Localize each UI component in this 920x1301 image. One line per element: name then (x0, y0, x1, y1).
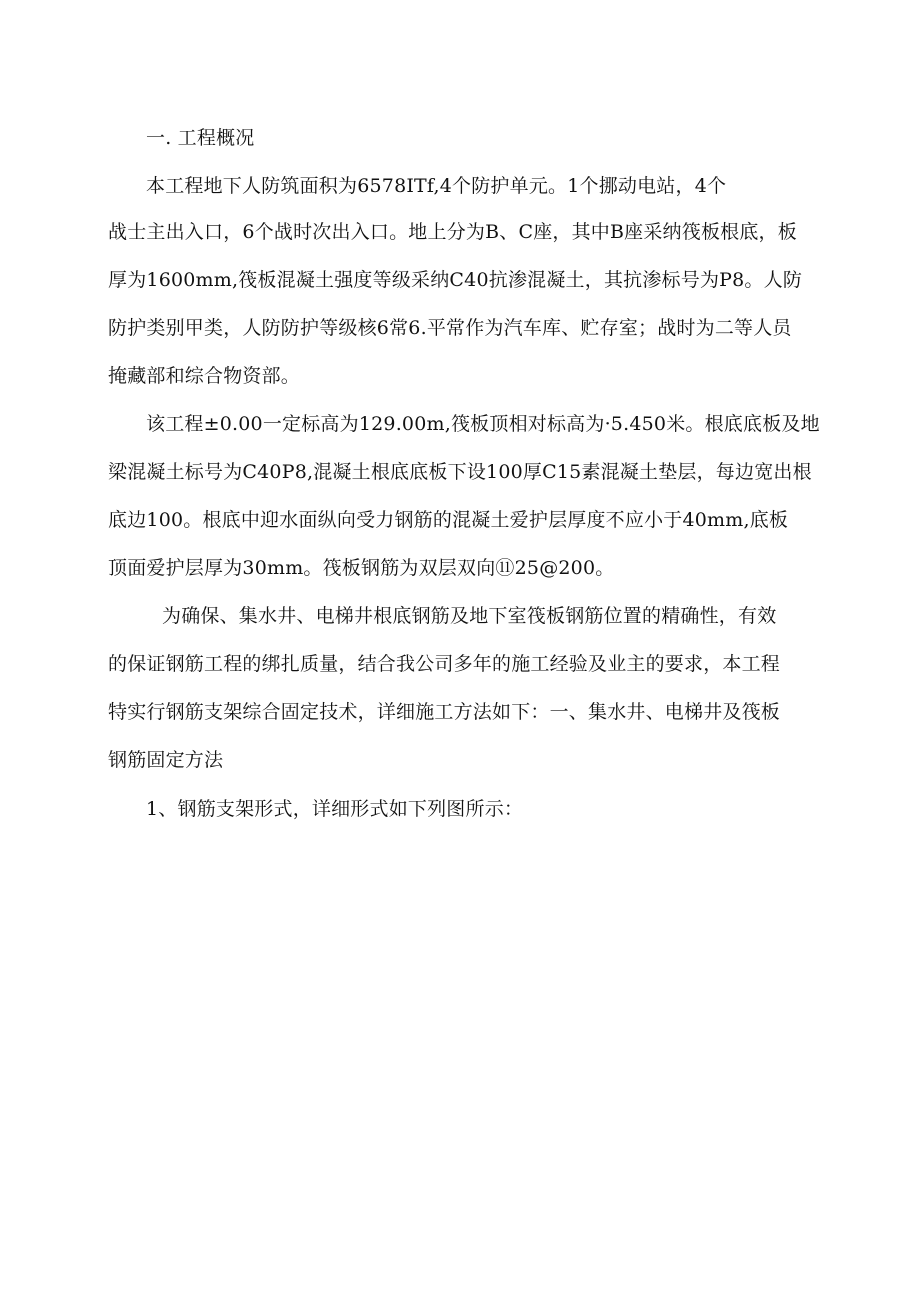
paragraph-1-line-5: 掩藏部和综合物资部。 (108, 365, 301, 387)
paragraph-1-line-3: 厚为1600mm,筏板混凝土强度等级采纳C40抗渗混凝土，其抗渗标号为P8。人防 (108, 269, 803, 291)
paragraph-2-line-3: 底边100。根底中迎水面纵向受力钢筋的混凝土爱护层厚度不应小于40mm,底板 (108, 509, 789, 531)
paragraph-2-line-1: 该工程±0.00一定标高为129.00m,筏板顶相对标高为·5.450米。根底底板及地 (146, 413, 820, 435)
section-heading: 一. 工程概况 (146, 127, 255, 149)
paragraph-3-line-4: 钢筋固定方法 (108, 749, 224, 771)
paragraph-2-line-2: 梁混凝土标号为C40P8,混凝土根底底板下设100厚C15素混凝土垫层，每边宽出根 (108, 461, 812, 483)
paragraph-1-line-4: 防护类别甲类，人防防护等级核6常6.平常作为汽车库、贮存室；战时为二等人员 (108, 317, 792, 339)
paragraph-1-line-1: 本工程地下人防筑面积为6578ITf,4个防护单元。1个挪动电站，4个 (146, 175, 727, 197)
paragraph-3-line-3: 特实行钢筋支架综合固定技术，详细施工方法如下：一、集水井、电梯井及筏板 (108, 701, 781, 723)
paragraph-2-line-4: 顶面爱护层厚为30mm。筏板钢筋为双层双向⑪25@200。 (108, 557, 615, 579)
paragraph-3-line-2: 的保证钢筋工程的绑扎质量，结合我公司多年的施工经验及业主的要求，本工程 (108, 653, 781, 675)
paragraph-4-line-1: 1、钢筋支架形式，详细形式如下列图所示： (146, 798, 524, 820)
paragraph-1-line-2: 战士主出入口，6个战时次出入口。地上分为B、C座，其中B座采纳筏板根底，板 (108, 221, 797, 243)
paragraph-3-line-1: 为确保、集水井、电梯井根底钢筋及地下室筏板钢筋位置的精确性，有效 (162, 605, 777, 627)
